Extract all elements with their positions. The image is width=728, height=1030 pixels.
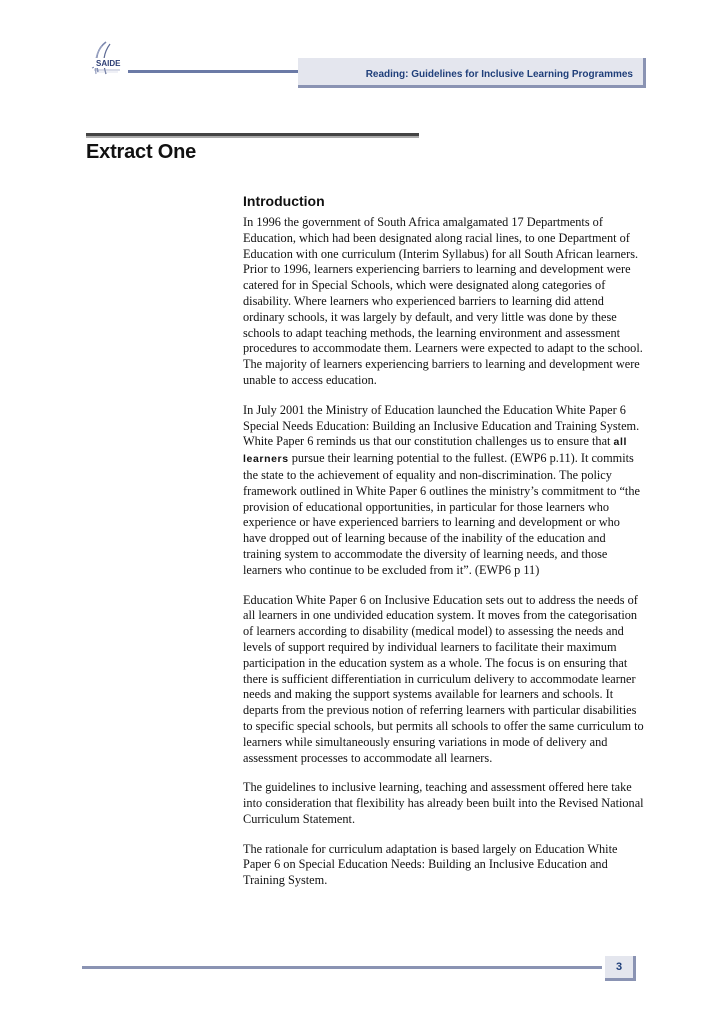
paragraph [243,403,645,579]
page-number-box [605,956,636,981]
extract-title: Extract One [86,141,197,163]
reading-content [243,193,645,903]
extract-rule [86,133,419,136]
emphasis-text: all learners [243,436,628,466]
header-title-box [298,58,646,88]
paragraph: Education White Paper 6 on Inclusive Education sets out to address the needs of all learners in one undivided education system. It moves from the categorisation of learners according to disability (medical model) to assessing the needs and levels of support required by individual learners to facilitate their maximum participation in the education system as a whole. The focus is on ensuring that there is sufficient differentiation in curriculum delivery to accommodate learner needs and making the support systems available for learners and schools. It departs from the previous notion of referring learners with particular disabilities to specific special schools, but permits all schools to offer the same curriculum to learners while simultaneously ensuring variations in mode of delivery and assessment processes to accommodate all learners. [243,592,644,765]
paragraph-text: pursue their learning potential to the fullest. (EWP6 p.11). It commits the state to the achievement of equality and non-discrimination. The policy framework outlined in White Paper 6 outlines the ministry’s commitment to “the provision of educational opportunities, in particular for those learners who experience or have experienced barriers to learning and development or who have dropped out of learning because of the inability of the education and training system to accommodate the diversity of learning needs, and those learners who continue to be excluded from it”. (EWP6 p 11) [243,451,640,577]
paragraph: In 1996 the government of South Africa amalgamated 17 Departments of Education, which had been designated along racial lines, to one Department of Education with one curriculum (Interim Syllabus) for all South African learners. Prior to 1996, learners experiencing barriers to learning and development were catered for in Special Schools, which were designated along categories of disability. Where learners who experienced barriers to learning did attend ordinary schools, it was largely by default, and very little was done by these schools to adapt teaching methods, the learning environment and assessment procedures to accommodate them. Learners were expected to adapt to the school. The majority of learners experiencing barriers to learning and development were unable to access education. [243,215,643,387]
paragraph: The guidelines to inclusive learning, teaching and assessment offered here take into consideration that flexibility has already been built into the Revised National Curriculum Statement. [243,780,644,826]
section-heading: Introduction [243,193,325,209]
paragraph: The rationale for curriculum adaptation is based largely on Education White Paper 6 on Special Education Needs: Building an Inclusive Education and Training System. [243,841,618,888]
saide-logo [84,38,132,86]
logo-text: SAIDE [96,59,121,68]
footer-rule [82,966,602,969]
header-title: Reading: Guidelines for Inclusive Learning Programmes [365,69,633,80]
page-number: 3 [615,961,623,973]
header-rule [128,70,300,73]
paragraph-text: In July 2001 the Ministry of Education launched the Education White Paper 6 Special Needs Education: Building an Inclusive Education and Training System. White Paper 6 reminds us that our constitution challenges us to ensure that [243,402,640,449]
